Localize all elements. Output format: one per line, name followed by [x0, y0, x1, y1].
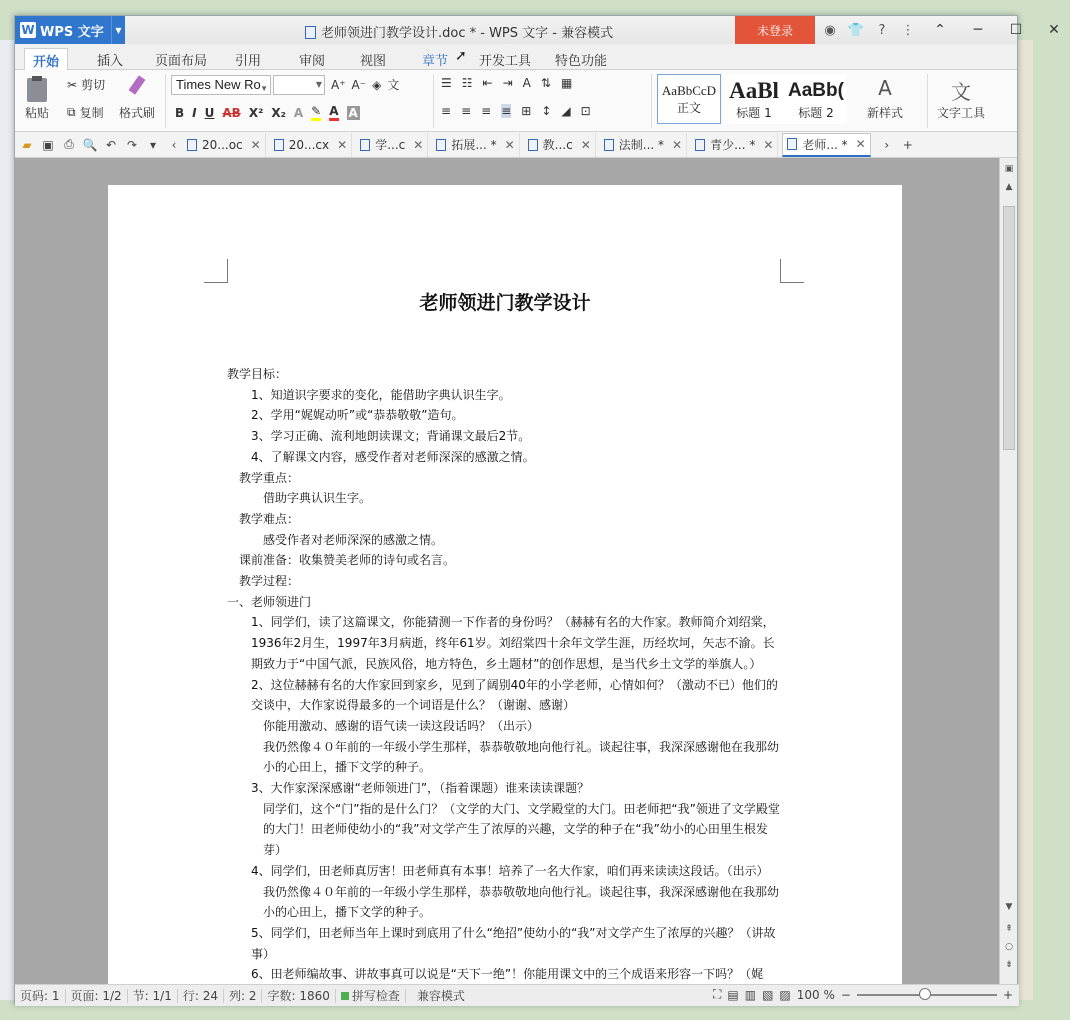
document-paragraph: 1、知道识字要求的变化，能借助字典认识生字。	[251, 387, 511, 402]
tabs-right-icon[interactable]: ›	[884, 137, 890, 152]
new-style-button[interactable]: A 新样式	[867, 76, 904, 120]
prev-page-icon[interactable]: ⇞	[1005, 924, 1013, 934]
skin-icon[interactable]: ◉	[824, 22, 836, 38]
tab-insert[interactable]: 插入	[97, 54, 124, 69]
tabs-left-icon[interactable]: ‹	[171, 137, 177, 152]
tab-chapter[interactable]: 章节	[422, 54, 449, 69]
style-normal[interactable]: AaBbCcD 正文	[657, 74, 721, 124]
text-tools-icon: 文	[951, 80, 971, 104]
document-paragraph: 我仍然像４０年前的一年级小学生那样，恭恭敬敬地向他行礼。谈起往事，我深深感谢他在我那幼小的心田上，播下文学的种子。	[263, 884, 780, 920]
shrink-font-icon[interactable]: A⁻	[351, 77, 367, 92]
status-row: 行: 24	[178, 989, 224, 1003]
chevron-down-icon[interactable]: ▼	[111, 16, 125, 44]
doc-tab[interactable]: 法制... * ✕	[600, 133, 687, 157]
tab-developer[interactable]: 开发工具	[479, 54, 532, 69]
decrease-indent-icon[interactable]: ⇤	[482, 76, 493, 90]
close-icon[interactable]: ✕	[763, 137, 774, 152]
print-icon[interactable]: ⎙	[64, 137, 74, 151]
zoom-in-icon[interactable]: +	[1002, 987, 1013, 1002]
tab-features[interactable]: 特色功能	[555, 54, 608, 69]
zoom-controls	[713, 987, 1013, 1002]
document-paragraph: 3、学习正确、流利地朗读课文；背诵课文最后2节。	[251, 429, 531, 444]
title-bar	[15, 16, 1060, 44]
document-paragraph: 5、同学们，田老师当年上课时到底用了什么“绝招”使幼小的“我”对文学产生了浓厚的兴趣？（讲故事）	[251, 925, 776, 961]
close-icon[interactable]: ✕	[250, 137, 261, 152]
background-window-right	[1018, 40, 1033, 1000]
title-icons	[820, 16, 1070, 44]
document-page[interactable]	[108, 185, 902, 1005]
status-bar	[15, 984, 1019, 1006]
sort-icon[interactable]: ⇅	[540, 76, 551, 90]
document-paragraph: 2、学用“娓娓动听”或“恭恭敬敬”造句。	[251, 408, 464, 423]
doc-tab[interactable]: 学...c ✕	[356, 133, 428, 157]
clear-format-icon[interactable]: ◈	[372, 77, 382, 92]
numbered-list-icon[interactable]: ☷	[461, 76, 473, 90]
doc-tab[interactable]: 20...cx ✕	[270, 133, 352, 157]
background-window-left	[0, 40, 14, 1000]
print-preview-icon[interactable]: 🔍	[82, 137, 98, 152]
bold-icon[interactable]: B	[175, 105, 185, 120]
doc-tab[interactable]: 教...c ✕	[524, 133, 596, 157]
tab-home[interactable]: 开始	[24, 48, 68, 71]
font-size-buttons	[331, 76, 399, 93]
shirt-icon[interactable]: 👕	[847, 22, 865, 38]
browse-object-icon[interactable]: ○	[1005, 942, 1013, 952]
zoom-slider[interactable]	[857, 994, 997, 996]
close-icon[interactable]: ✕	[855, 137, 866, 151]
vertical-scrollbar[interactable]	[999, 158, 1017, 984]
document-paragraph: 感受作者对老师深深的感激之情。	[263, 532, 444, 547]
status-words[interactable]: 字数: 1860	[262, 989, 335, 1003]
document-icon	[305, 26, 316, 39]
document-paragraph: 2、这位赫赫有名的大作家回到家乡，见到了阔别40年的小学老师，心情如何？（激动不已）他们的交谈中，大作家说得最多的一个词语是什么？（谢谢、感谢）	[251, 677, 778, 713]
document-workspace[interactable]	[15, 158, 999, 984]
style-heading-1[interactable]: AaBl 标题 1	[723, 74, 785, 124]
clipboard-icon	[23, 76, 51, 102]
mouse-cursor-icon: ➚	[455, 48, 467, 64]
document-paragraph: 我仍然像４０年前的一年级小学生那样，恭恭敬敬地向他行礼。谈起往事，我深深感谢他在我那幼小的心田上，播下文学的种子。	[263, 739, 780, 775]
tab-page-layout[interactable]: 页面布局	[155, 54, 208, 69]
close-icon[interactable]: ✕	[504, 137, 515, 152]
doc-tab-active[interactable]: 老师... * ✕	[782, 133, 870, 157]
document-paragraph: 4、同学们，田老师真厉害！田老师真有本事！培养了一名大作家，咱们再来读读这段话。（出示）	[251, 863, 769, 878]
scissors-icon: ✂	[67, 77, 78, 92]
shading-icon[interactable]: ◢	[561, 104, 571, 118]
tab-references[interactable]: 引用	[235, 54, 262, 69]
web-view-icon[interactable]: ▧	[762, 987, 774, 1002]
italic-icon[interactable]: I	[192, 105, 197, 120]
wps-window	[14, 15, 1060, 1005]
document-body[interactable]	[227, 364, 782, 985]
scroll-up-icon[interactable]: ▲	[1005, 182, 1013, 192]
outline-view-icon[interactable]: ▥	[744, 987, 757, 1002]
document-paragraph: 教学难点：	[239, 511, 300, 526]
zoom-slider-knob[interactable]	[919, 988, 931, 1000]
document-paragraph: 教学过程：	[239, 574, 300, 589]
open-icon[interactable]: ▰	[22, 137, 32, 152]
document-paragraph: 同学们，这个“门”指的是什么门？（文学的大门、文学殿堂的大门。田老师把“我”领进了文学殿堂的大门！田老师使幼小的“我”对文学产生了浓厚的兴趣，文学的种子在“我”幼小的心田里生根发芽）	[263, 801, 780, 858]
status-page: 页面: 1/2	[66, 989, 128, 1003]
close-icon[interactable]: ✕	[337, 137, 348, 152]
border-icon[interactable]: ⊡	[580, 104, 591, 118]
window-title: 老师领进门教学设计.doc * - WPS 文字 - 兼容模式	[305, 22, 613, 41]
next-page-icon[interactable]: ⇟	[1005, 960, 1013, 970]
close-button[interactable]: ✕	[1048, 22, 1060, 38]
close-icon[interactable]: ✕	[672, 137, 683, 152]
strikethrough-icon[interactable]: AB	[222, 105, 241, 120]
copy-icon: ⧉	[67, 105, 76, 119]
paste-button[interactable]: 粘贴	[23, 76, 51, 121]
copy-button[interactable]: ⧉ 复制	[67, 105, 104, 120]
reading-view-icon[interactable]: ▨	[779, 987, 791, 1002]
undo-icon[interactable]: ↶	[105, 137, 117, 152]
close-icon[interactable]: ✕	[580, 137, 591, 152]
save-icon[interactable]: ▣	[42, 137, 54, 152]
grow-font-icon[interactable]: A⁺	[331, 77, 346, 92]
doc-tab[interactable]: 拓展... * ✕	[432, 133, 519, 157]
document-paragraph: 1、同学们，读了这篇课文，你能猜测一下作者的身份吗？（赫赫有名的大作家。教师简介刘绍棠，1936年2月生，1997年3月病逝，终年61岁。刘绍棠四十余年文学生涯，历经坎坷，矢志不渝。长期致力于“中国气派，民族风俗，地方特色，乡土题材”的创作思想，是当代乡土文学的举旗人。）	[251, 615, 775, 671]
wps-logo-icon: W	[21, 23, 35, 37]
customize-icon[interactable]: ▾	[149, 137, 157, 152]
close-icon[interactable]: ✕	[413, 137, 424, 152]
status-section: 节: 1/1	[128, 989, 178, 1003]
scroll-options-icon[interactable]: ▣	[1004, 164, 1014, 174]
zoom-value: 100 %	[796, 987, 835, 1002]
status-col: 列: 2	[224, 989, 263, 1003]
paragraph-list-buttons	[441, 76, 572, 90]
distribute-icon[interactable]: ⊞	[521, 104, 532, 118]
text-effect-icon[interactable]: A	[293, 105, 304, 120]
document-paragraph: 借助字典认识生字。	[263, 491, 372, 506]
new-tab-icon[interactable]: +	[902, 137, 913, 152]
font-style-buttons	[175, 104, 360, 121]
brush-icon	[123, 76, 151, 102]
document-paragraph: 6、田老师编故事、讲故事真可以说是“天下一绝”！你能用课文中的三个成语来形容一下吗？（娓	[251, 967, 764, 982]
spell-check-toggle[interactable]: 拼写检查	[336, 989, 406, 1003]
font-color-icon[interactable]: A	[329, 104, 338, 121]
margin-mark	[204, 259, 228, 283]
char-shading-icon[interactable]: A	[348, 105, 358, 120]
document-paragraph: 4、了解课文内容，感受作者对老师深深的感激之情。	[251, 449, 535, 464]
scroll-thumb[interactable]	[1003, 206, 1015, 450]
align-right-icon[interactable]: ≡	[481, 104, 492, 118]
status-mode: 兼容模式	[416, 988, 465, 1003]
app-name: WPS 文字	[40, 24, 104, 40]
font-size-select[interactable]: ▼	[273, 75, 325, 95]
line-spacing-icon[interactable]: ↕	[541, 104, 552, 118]
format-painter-button[interactable]: 格式刷	[119, 76, 155, 121]
document-paragraph: 你能用激动、感谢的语气读一读这段话吗？（出示）	[263, 718, 540, 733]
document-paragraph: 一、老师领进门	[227, 594, 312, 609]
new-style-icon: A	[878, 76, 892, 100]
align-left-icon[interactable]: ≡	[441, 104, 452, 118]
paragraph-align-buttons	[441, 104, 591, 118]
cut-button[interactable]: ✂ 剪切	[67, 77, 106, 92]
menu-tabs	[15, 44, 1017, 70]
app-menu-button[interactable]	[15, 16, 125, 44]
document-paragraph: 教学重点：	[239, 470, 300, 485]
table-icon[interactable]: ▦	[560, 76, 573, 90]
check-icon	[341, 992, 349, 1000]
collapse-ribbon-icon[interactable]: ⌃	[934, 22, 946, 38]
help-icon[interactable]: ?	[878, 22, 886, 38]
font-name-select[interactable]: Times New Ro ▼	[171, 75, 271, 95]
justify-icon[interactable]: ≡	[501, 104, 512, 118]
status-page-num: 页码: 1	[15, 989, 66, 1003]
more-icon[interactable]: ⋮	[901, 22, 915, 38]
page-view-icon[interactable]: ▤	[727, 987, 739, 1002]
login-button[interactable]: 未登录	[735, 16, 815, 44]
underline-icon[interactable]: U	[204, 105, 215, 120]
subscript-icon[interactable]: X₂	[271, 105, 286, 120]
highlight-icon[interactable]: ✎	[311, 104, 321, 121]
document-tabs-bar	[15, 132, 1017, 158]
minimize-button[interactable]: ─	[973, 22, 983, 38]
redo-icon[interactable]: ↷	[126, 137, 138, 152]
pinyin-icon[interactable]: 文	[387, 78, 400, 92]
bullet-list-icon[interactable]: ☰	[441, 76, 452, 90]
zoom-out-icon[interactable]: −	[840, 987, 851, 1002]
doc-tab[interactable]: 青少... * ✕	[691, 133, 778, 157]
ribbon	[15, 70, 1017, 132]
tab-view[interactable]: 视图	[360, 54, 387, 69]
document-paragraph: 课前准备：收集赞美老师的诗句或名言。	[239, 553, 456, 568]
document-paragraph: 3、大作家深深感谢“老师领进门”，（指着课题）谁来读读课题？	[251, 781, 590, 796]
fullscreen-icon[interactable]: ⛶	[712, 987, 722, 1001]
increase-indent-icon[interactable]: ⇥	[502, 76, 513, 90]
scroll-down-icon[interactable]: ▼	[1005, 902, 1013, 912]
align-center-icon[interactable]: ≡	[461, 104, 472, 118]
margin-mark	[780, 259, 804, 283]
document-paragraph: 教学目标：	[227, 367, 288, 381]
doc-tab[interactable]: 20...oc ✕	[183, 133, 266, 157]
tab-review[interactable]: 审阅	[299, 54, 326, 69]
change-case-icon[interactable]: A	[522, 76, 531, 90]
superscript-icon[interactable]: X²	[248, 105, 264, 120]
maximize-button[interactable]: ☐	[1009, 22, 1023, 38]
style-heading-2[interactable]: AaBb( 标题 2	[785, 74, 847, 124]
text-tools-button[interactable]: 文 文字工具	[937, 76, 985, 121]
document-title: 老师领进门教学设计	[419, 292, 591, 314]
